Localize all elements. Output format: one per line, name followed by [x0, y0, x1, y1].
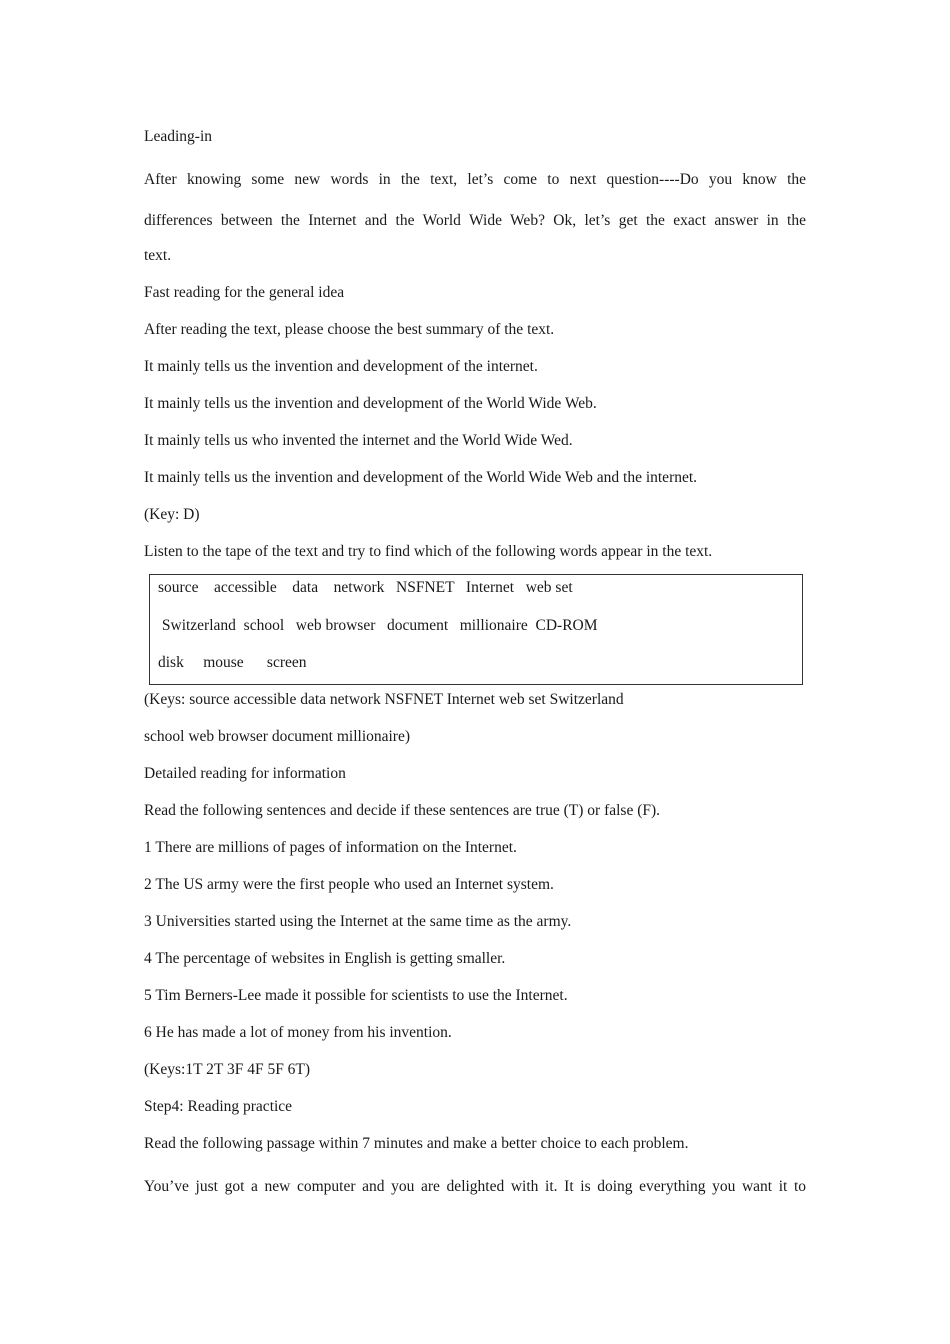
- intro-line-2: differences between the Internet and the World Wide Web? Ok, let’s get the exact answer in the: [144, 212, 806, 229]
- listening-instruction: Listen to the tape of the text and try to find which of the following words appear in the text.: [144, 543, 713, 560]
- summary-option-d: It mainly tells us the invention and development of the World Wide Web and the internet.: [144, 469, 698, 486]
- summary-option-c: It mainly tells us who invented the internet and the World Wide Wed.: [144, 432, 573, 449]
- detailed-reading-instruction: Read the following sentences and decide if these sentences are true (T) or false (F).: [144, 802, 661, 819]
- fast-reading-instruction: After reading the text, please choose the best summary of the text.: [144, 321, 555, 338]
- word-box-row-2: Switzerland school web browser document millionaire CD-ROM: [158, 617, 598, 634]
- summary-option-b: It mainly tells us the invention and development of the World Wide Web.: [144, 395, 597, 412]
- word-box-row-1: source accessible data network NSFNET Internet web set: [158, 579, 573, 596]
- fast-reading-key: (Key: D): [144, 506, 200, 523]
- statement-1: 1 There are millions of pages of information on the Internet.: [144, 839, 517, 856]
- statement-5: 5 Tim Berners-Lee made it possible for scientists to use the Internet.: [144, 987, 568, 1004]
- section-heading-leading-in: Leading-in: [144, 128, 213, 145]
- detailed-reading-keys: (Keys:1T 2T 3F 4F 5F 6T): [144, 1061, 311, 1078]
- statement-4: 4 The percentage of websites in English is getting smaller.: [144, 950, 506, 967]
- intro-paragraph: [144, 159, 806, 278]
- listening-keys-line-2: school web browser document millionaire): [144, 728, 411, 745]
- word-box-row-3: disk mouse screen: [158, 654, 307, 671]
- statement-3: 3 Universities started using the Internet at the same time as the army.: [144, 913, 572, 930]
- step4-instruction: Read the following passage within 7 minutes and make a better choice to each problem.: [144, 1135, 689, 1152]
- document-page: [144, 122, 806, 1207]
- passage-start: You’ve just got a new computer and you are delighted with it. It is doing everything you want it to: [144, 1178, 806, 1195]
- section-heading-fast-reading: Fast reading for the general idea: [144, 284, 345, 301]
- section-heading-step4: Step4: Reading practice: [144, 1098, 293, 1115]
- intro-line-1: After knowing some new words in the text, let’s come to next question----Do you know the: [144, 171, 806, 188]
- summary-option-a: It mainly tells us the invention and development of the internet.: [144, 358, 538, 375]
- listening-keys-line-1: (Keys: source accessible data network NSFNET Internet web set Switzerland: [144, 691, 624, 708]
- intro-line-3: text.: [144, 247, 172, 264]
- section-heading-detailed-reading: Detailed reading for information: [144, 765, 346, 782]
- statement-6: 6 He has made a lot of money from his invention.: [144, 1024, 452, 1041]
- statement-2: 2 The US army were the first people who used an Internet system.: [144, 876, 554, 893]
- word-box: [149, 574, 803, 685]
